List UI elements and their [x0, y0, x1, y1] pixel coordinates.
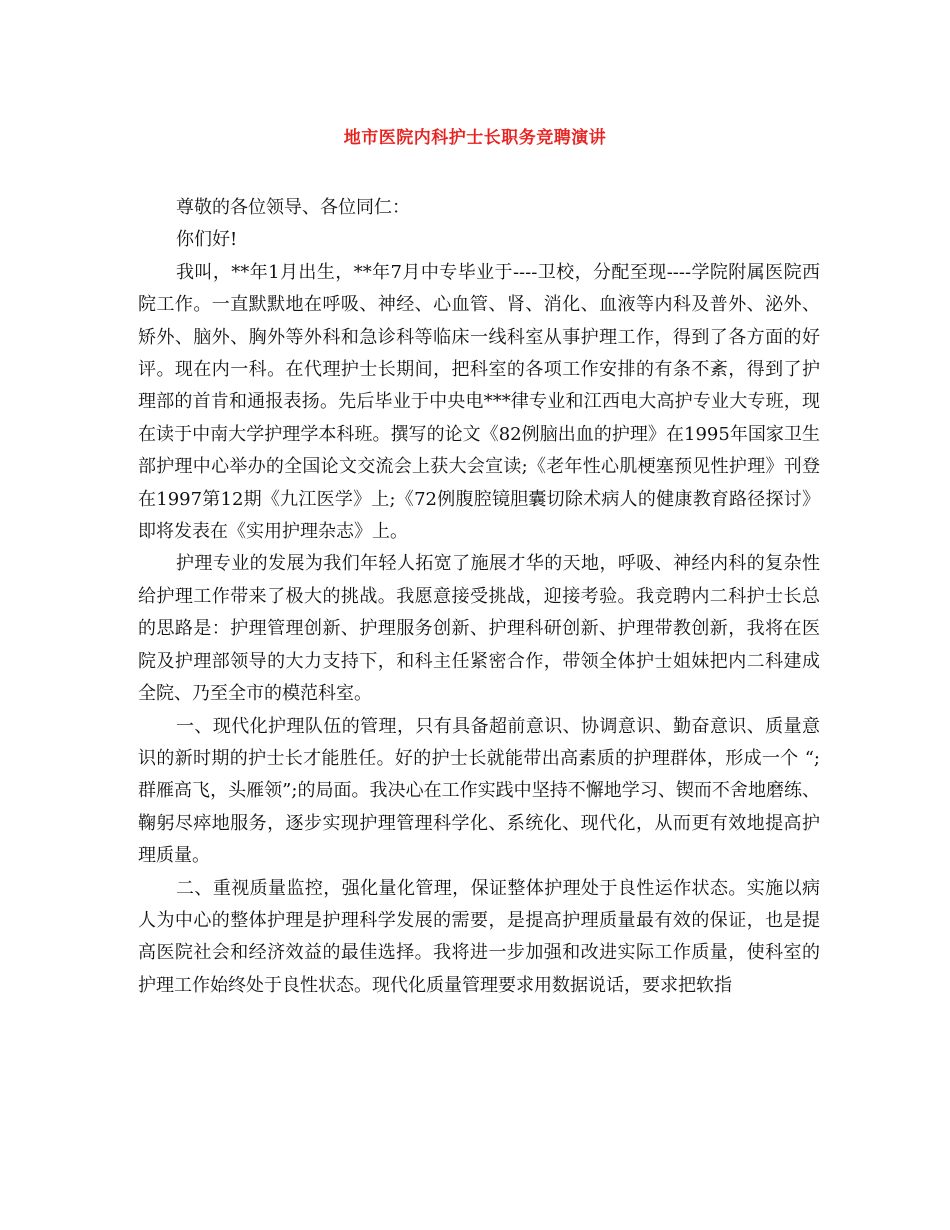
salutation-paragraph: 尊敬的各位领导、各位同仁：	[176, 197, 410, 218]
document-title: 地市医院内科护士长职务竞聘演讲	[343, 128, 607, 148]
point-two-paragraph: 二、重视质量监控，强化量化管理，保证整体护理处于良性运作状态。实施以病人为中心的整体护理是护理科学发展的需要，是提高护理质量最有效的保证，也是提高医院社会和经济效益的最佳选择。我将进一步加强和改进实际工作质量，使科室的护理工作始终处于良性状态。现代化质量管理要求用数据说话，要求把软指	[138, 877, 820, 996]
greeting-paragraph: 你们好!	[176, 229, 238, 251]
document-body	[138, 192, 820, 1002]
point-one-paragraph: 一、现代化护理队伍的管理，只有具备超前意识、协调意识、勤奋意识、质量意识的新时期的护士长才能胜任。好的护士长就能带出高素质的护理群体，形成一个 “;群雁高飞，头雁领”;的局面。我决心在工作实践中坚持不懈地学习、锲而不舍地磨练、鞠躬尽瘁地服务，逐步实现护理管理科学化、系统化、现代化，从而更有效地提高护理质量。	[138, 715, 820, 867]
career-vision-paragraph: 护理专业的发展为我们年轻人拓宽了施展才华的天地，呼吸、神经内科的复杂性给护理工作带来了极大的挑战。我愿意接受挑战，迎接考验。我竞聘内二科护士长总的思路是：护理管理创新、护理服务创新、护理科研创新、护理带教创新，我将在医院及护理部领导的大力支持下，和科主任紧密合作，带领全体护士姐妹把内二科建成全院、乃至全市的模范科室。	[138, 553, 820, 705]
self-introduction-paragraph: 我叫，**年1月出生，**年7月中专毕业于----卫校，分配至现----学院附属医院西院工作。一直默默地在呼吸、神经、心血管、肾、消化、血液等内科及普外、泌外、矫外、脑外、胸外等外科和急诊科等临床一线科室从事护理工作，得到了各方面的好评。现在内一科。在代理护士长期间，把科室的各项工作安排的有条不紊，得到了护理部的首肯和通报表扬。先后毕业于中央电***律专业和江西电大高护专业大专班，现在读于中南大学护理学本科班。撰写的论文《82例脑出血的护理》在1995年国家卫生部护理中心举办的全国论文交流会上获大会宣读;《老年性心肌梗塞预见性护理》刊登在1997第12期《九江医学》上;《72例腹腔镜胆囊切除术病人的健康教育路径探讨》即将发表在《实用护理杂志》上。	[138, 261, 820, 543]
